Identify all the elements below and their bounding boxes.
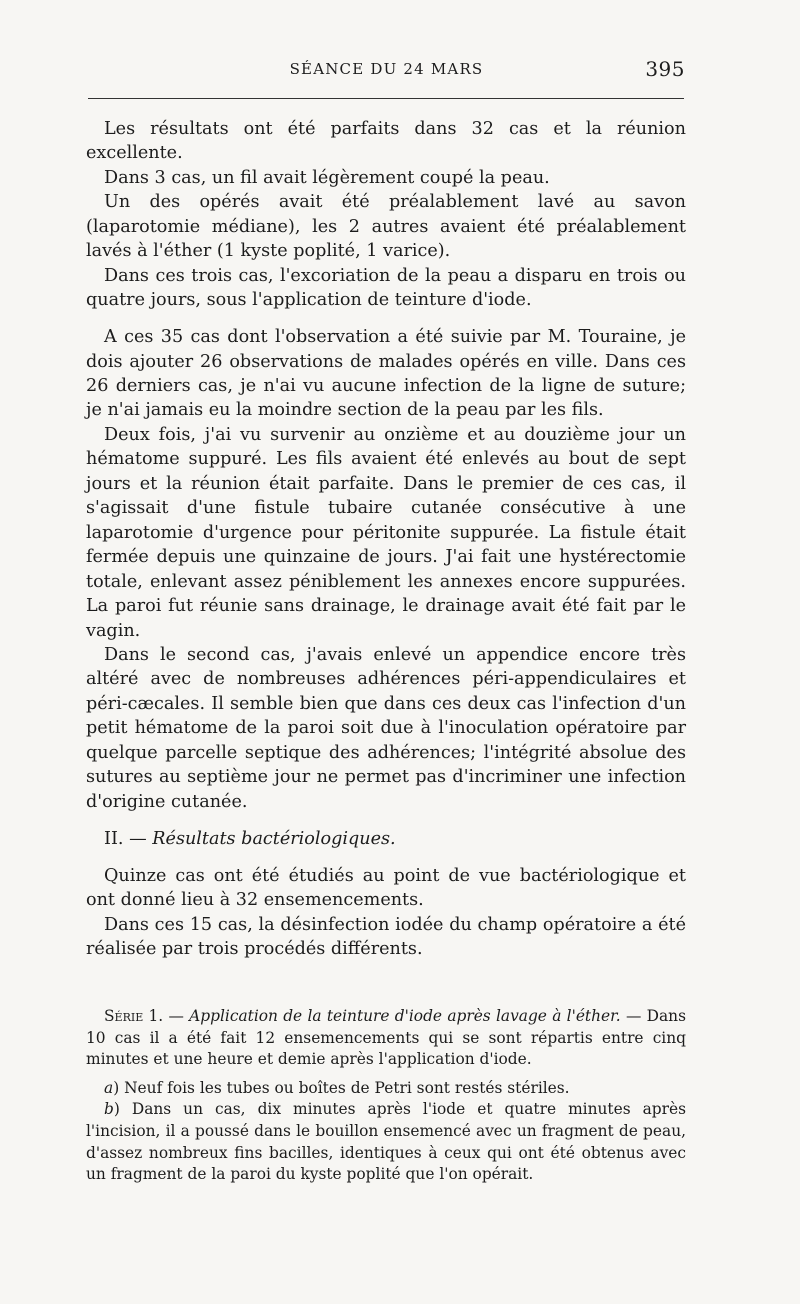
paragraph: Dans 3 cas, un fil avait légèrement coupé la peau.	[104, 167, 550, 188]
list-item	[86, 1099, 686, 1185]
paragraph: Deux fois, j'ai vu survenir au onzième et au douzième jour un hématome suppuré. Les fils avaient été enlevés au bout de sept jours et la réunion était parfaite. Dans le premier de ces cas, il s'agissait d'une fistule tubaire cutanée consécutive à une laparotomie d'urgence pour péritonite suppurée. La fistule était fermée depuis une quinzaine de jours. J'ai fait une hystérectomie totale, enlevant assez péniblement les annexes encore suppurées. La paroi fut réunie sans drainage, le drainage avait été fait par le vagin.	[86, 424, 686, 641]
paragraph: Dans le second cas, j'avais enlevé un appendice encore très altéré avec de nombreuses adhérences péri-appendiculaires et péri-cæcales. Il semble bien que dans ces deux cas l'infection d'un petit hématome de la paroi soit due à l'inoculation opératoire par quelque parcelle septique des adhérences; l'intégrité absolue des sutures au septième jour ne permet pas d'incriminer une infection d'origine cutanée.	[86, 645, 686, 812]
item-text: ) Dans un cas, dix minutes après l'iode et quatre minutes après l'incision, il a poussé dans le bouillon ensemencé avec un fragment de peau, d'assez nombreux fins bacilles, identiques à ceux qui ont été obtenus avec un fragment de la paroi du kyste poplité que l'on opérait.	[86, 1100, 686, 1184]
paragraph: Les résultats ont été parfaits dans 32 cas et la réunion excellente.	[86, 119, 686, 164]
running-title: SÉANCE DU 24 MARS	[289, 60, 484, 78]
section-title: Résultats bactériologiques.	[152, 828, 396, 849]
series-dash: —	[163, 1007, 190, 1025]
paragraph: Dans ces trois cas, l'excoriation de la peau a disparu en trois ou quatre jours, sous l'application de teinture d'iode.	[86, 265, 686, 311]
item-label: a	[104, 1078, 114, 1097]
series-label: Série 1.	[104, 1007, 164, 1025]
paragraph: Dans ces 15 cas, la désinfection iodée du champ opératoire a été réalisée par trois procédés différents.	[86, 914, 686, 959]
page-number: 395	[645, 57, 685, 81]
main-text	[86, 117, 686, 961]
item-text: ) Neuf fois les tubes ou boîtes de Petri sont restés stériles.	[113, 1078, 570, 1097]
section-heading	[86, 827, 686, 851]
paragraph: Quinze cas ont été étudiés au point de vue bactériologique et ont donné lieu à 32 ensemencements.	[86, 865, 686, 911]
list-item	[86, 1078, 686, 1100]
series-text: — Dans 10 cas il a été fait 12 ensemencements qui se sont répartis entre cinq minutes et une heure et demie après l'application d'iode.	[86, 1007, 686, 1069]
section-number: II. —	[104, 828, 153, 849]
paragraph: A ces 35 cas dont l'observation a été suivie par M. Touraine, je dois ajouter 26 observations de malades opérés en ville. Dans ces 26 derniers cas, je n'ai vu aucune infection de la ligne de suture; je n'ai jamais eu la moindre section de la peau par les fils.	[86, 327, 686, 421]
paragraph: Un des opérés avait été préalablement lavé au savon (laparotomie médiane), les 2 autres avaient été préalablement lavés à l'éther (1 kyste poplité, 1 varice).	[86, 192, 686, 262]
series-block	[86, 1006, 686, 1186]
series-title: Application de la teinture d'iode après lavage à l'éther.	[189, 1007, 621, 1025]
series-paragraph	[86, 1006, 686, 1071]
item-label: b	[104, 1100, 114, 1119]
running-head	[88, 57, 685, 84]
header-rule	[88, 98, 684, 99]
